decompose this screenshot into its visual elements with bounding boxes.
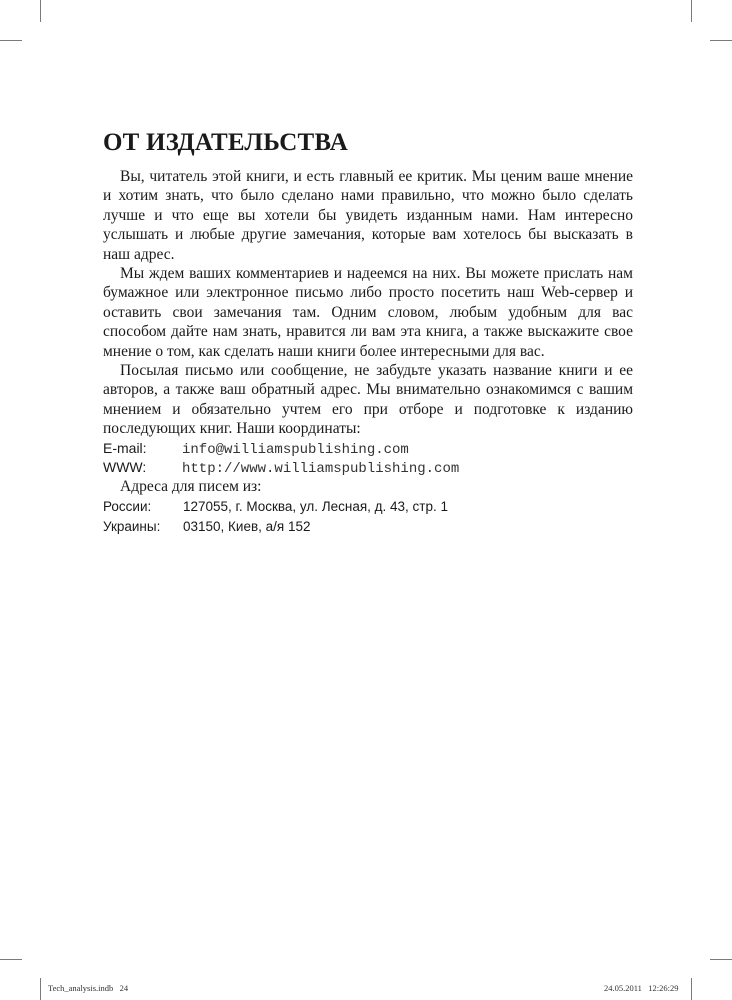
crop-mark-bottom-right-h <box>710 959 732 960</box>
email-row <box>103 439 633 458</box>
footer-file-info: Tech_analysis.indb 24 <box>48 983 129 993</box>
page-title: ОТ ИЗДАТЕЛЬСТВА <box>103 129 348 156</box>
address-ukraine-label: Украины: <box>103 518 161 534</box>
paragraph-3: Посылая письмо или сообщение, не забудьте указать название книги и ее авторов, а также ваш обратный адрес. Мы внимательно ознакомимся с вашим мнением и обязательно учтем его при отборе и подготовке к изданию последующих книг. Наши координаты: <box>103 362 633 438</box>
crop-mark-bottom-right <box>691 978 692 1000</box>
email-label: E-mail: <box>103 439 147 456</box>
email-link[interactable]: info@williamspublishing.com <box>182 441 409 458</box>
paragraph-2: Мы ждем ваших комментариев и надеемся на них. Вы можете прислать нам бумажное или электронное письмо либо просто посетить наш Web-сервер и оставить свои замечания там. Одним словом, любым удобным для вас способом дайте нам знать, нравится ли вам эта книга, а также выскажите свое мнение о том, как сделать наши книги более интересными для вас. <box>103 265 633 360</box>
publisher-note <box>103 128 633 537</box>
www-link[interactable]: http://www.williamspublishing.com <box>182 460 460 477</box>
www-row <box>103 458 633 477</box>
address-russia-row <box>103 497 633 517</box>
crop-mark-bottom-left-h <box>0 959 22 960</box>
footer-timestamp: 24.05.2011 12:26:29 <box>604 983 679 993</box>
crop-mark-top-left <box>40 0 41 22</box>
crop-mark-top-right <box>691 0 692 22</box>
address-ukraine-row <box>103 517 633 537</box>
crop-mark-top-right-h <box>710 40 732 41</box>
www-label: WWW: <box>103 458 147 475</box>
address-russia-value: 127055, г. Москва, ул. Лесная, д. 43, стр. 1 <box>183 498 448 514</box>
paragraph-1: Вы, читатель этой книги, и есть главный ее критик. Мы ценим ваше мнение и хотим знать, что было сделано нами правильно, что можно было сделать лучше и что еще вы хотели бы увидеть изданным нами. Нам интересно услышать и любые другие замечания, которые вам хотелось бы высказать в наш адрес. <box>103 168 633 263</box>
crop-mark-bottom-left <box>40 978 41 1000</box>
address-russia-label: России: <box>103 498 152 514</box>
address-ukraine-value: 03150, Киев, а/я 152 <box>183 518 311 534</box>
address-intro: Адреса для писем из: <box>120 477 262 495</box>
crop-mark-top-left-h <box>0 40 22 41</box>
